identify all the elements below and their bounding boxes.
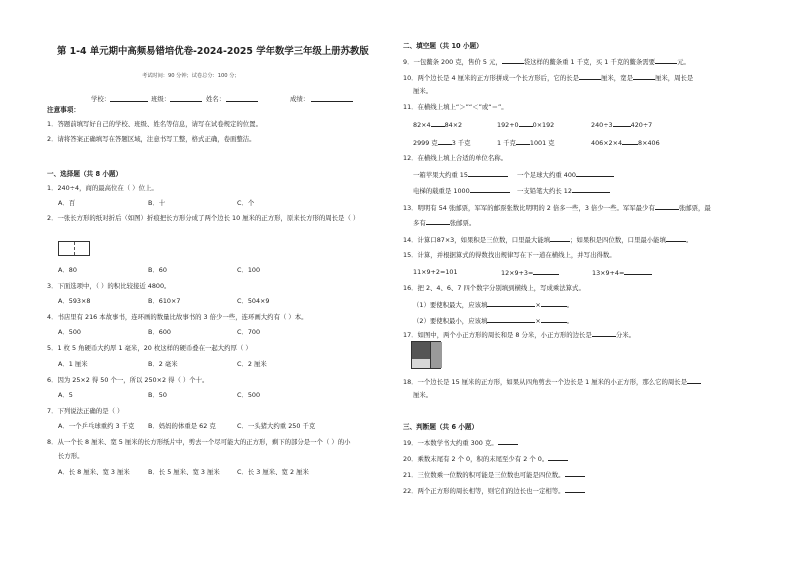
question-20: 20．乘数末尾有 2 个 0，积的末尾至少有 2 个 0。	[403, 454, 568, 463]
q16-blank-4[interactable]	[541, 316, 567, 323]
q9-blank-2[interactable]	[655, 57, 677, 64]
q16-part-1: （1）要使积最大，应该填 × 。	[413, 301, 574, 309]
section-judge-title: 三、判断题（共 6 小题）	[403, 423, 479, 431]
q11-item-6: 406×2×4 8×406	[591, 139, 660, 147]
q11-blank-1[interactable]	[431, 120, 445, 127]
question-4: 4．书店里有 216 本故事书，连环画的数量比故事书的 3 倍少一些，连环画大约有（ ）本。	[47, 313, 308, 321]
q11-blank-2[interactable]	[519, 120, 533, 127]
q3-option-c[interactable]: C．504×9	[237, 297, 270, 305]
q7-option-a[interactable]: A．一个乒乓球重约 3 千克	[58, 422, 135, 430]
q20-blank[interactable]	[548, 454, 568, 461]
q15-blank-2[interactable]	[624, 268, 652, 275]
school-field-label: 学校：	[91, 95, 111, 103]
question-8-cont: 长方形。	[58, 452, 84, 460]
q15-item-1: 11×9+2=101	[413, 268, 458, 276]
q6-option-b[interactable]: B．50	[148, 391, 167, 399]
q5-option-c[interactable]: C．2 厘米	[237, 360, 267, 368]
question-14: 14．计算口87×3，如果积是三位数，口里最大能填 ；如果积是四位数，口里最小能填 。	[403, 236, 693, 244]
question-13-cont: 多有 张邮票。	[413, 219, 476, 227]
q15-item-3: 13×9+4=	[592, 268, 652, 277]
q1-option-b[interactable]: B．十	[148, 199, 166, 207]
question-3: 3．下面选项中，（ ）的积比较接近 4800。	[47, 282, 171, 290]
question-19: 19．一本数学书大约重 300 克。	[403, 438, 518, 447]
school-field-blank[interactable]	[110, 95, 148, 102]
q22-blank[interactable]	[565, 486, 585, 493]
q1-option-c[interactable]: C．个	[237, 199, 255, 207]
q12-item-2: 一个足球大约重 400	[517, 170, 614, 179]
question-8: 8．从一个长 8 厘米、宽 5 厘米的长方形纸片中，剪去一个尽可能大的正方形，剩下的部分是一个（ ）的小	[47, 438, 351, 446]
q12-blank-4[interactable]	[572, 186, 610, 193]
q7-option-b[interactable]: B．妈妈的体重是 62 克	[148, 422, 216, 430]
q14-blank-1[interactable]	[550, 235, 570, 242]
q11-item-1: 82×4 84×2	[413, 121, 463, 129]
q7-option-c[interactable]: C．一头猪大约重 250 千克	[237, 422, 316, 430]
q11-item-4: 2999 克 3 千克	[413, 139, 471, 147]
question-2: 2．一张长方形的纸对折后（如图）折痕把长方形分成了两个边长 10 厘米的正方形，原来长方形的周长是（ ）	[47, 214, 360, 222]
q13-blank-1[interactable]	[655, 203, 679, 210]
question-7: 7．下列说法正确的是（ ）	[47, 407, 124, 415]
q1-option-a[interactable]: A．百	[58, 199, 76, 207]
q15-item-2: 12×9+3=	[501, 268, 559, 277]
q11-item-5: 1 千克 1001 克	[497, 139, 555, 147]
question-11: 11．在横线上填上“＞”“＜”或“＝”。	[403, 103, 508, 111]
notes-title: 注意事项：	[47, 106, 80, 114]
q16-blank-2[interactable]	[541, 300, 567, 307]
section-choice-title: 一、选择题（共 8 小题）	[47, 170, 123, 178]
q11-blank-5[interactable]	[516, 138, 530, 145]
question-18: 18．一个边长是 15 厘米的正方形，如果从四角剪去一个边长是 1 厘米的小正方形，那么它的周长是	[403, 377, 701, 386]
q12-blank-1[interactable]	[468, 170, 508, 177]
q6-option-a[interactable]: A．5	[58, 391, 73, 399]
q18-blank[interactable]	[687, 377, 701, 384]
q12-blank-3[interactable]	[470, 186, 510, 193]
note-2: 2．请将答案正确填写在答题区域，注意书写工整，格式正确，卷面整洁。	[47, 135, 256, 143]
name-field-blank[interactable]	[226, 95, 258, 102]
q8-option-b[interactable]: B．长 5 厘米、宽 3 厘米	[148, 468, 220, 476]
q4-option-c[interactable]: C．700	[237, 328, 261, 336]
name-field-label: 姓名：	[206, 95, 226, 103]
q8-option-c[interactable]: C．长 3 厘米、宽 2 厘米	[237, 468, 309, 476]
q9-blank-1[interactable]	[502, 57, 524, 64]
q2-option-b[interactable]: B．60	[148, 266, 167, 274]
score-field-label: 成绩：	[290, 95, 310, 103]
q12-item-3: 电梯的载重是 1000	[413, 186, 510, 195]
section-fill-title: 二、填空题（共 10 小题）	[403, 42, 483, 50]
question-21: 21．三位数乘一位数的积可能是三位数也可能是四位数。	[403, 470, 585, 479]
q16-part-2: （2）要使积最小，应该填 × 。	[413, 317, 574, 325]
question-9: 9．一包鳖条 200 克，售价 5 元， 袋这样的鳖条重 1 千克，买 1 千克的鳖条需要 元。	[403, 58, 690, 66]
class-field-blank[interactable]	[170, 95, 202, 102]
q11-blank-4[interactable]	[438, 138, 452, 145]
exam-info: 考试时间：90 分钟；试卷总分：100 分；	[142, 73, 240, 79]
q14-blank-2[interactable]	[666, 235, 686, 242]
q15-blank-1[interactable]	[533, 268, 559, 275]
q10-blank-1[interactable]	[579, 73, 601, 80]
question-12: 12．在横线上填上合适的单位名称。	[403, 154, 507, 162]
question-16: 16．把 2、4、6、7 四个数字分别填到横线上，写成乘法算式。	[403, 284, 585, 292]
q12-item-4: 一支铅笔大约长 12	[517, 186, 610, 195]
question-13: 13．明明有 54 张邮票，军军的邮票张数比明明的 2 倍多一些，3 倍少一些。军军最少有 张邮票，最	[403, 204, 711, 212]
q5-option-b[interactable]: B．2 毫米	[148, 360, 178, 368]
question-15: 15．计算，并根据算式的得数找出规律写在下一道在横线上，并写出得数。	[403, 251, 616, 259]
q11-blank-6[interactable]	[622, 138, 638, 145]
question-17: 17．如图中，两个小正方形的周长和是 8 分米，小正方形的边长是 分米。	[403, 331, 635, 339]
q5-option-a[interactable]: A．1 厘米	[58, 360, 88, 368]
q16-blank-1[interactable]	[487, 300, 535, 307]
exam-page-right	[397, 0, 794, 562]
q3-option-a[interactable]: A．593×8	[58, 297, 91, 305]
class-field-label: 班级：	[151, 95, 171, 103]
question-5: 5．1 枚 5 角硬币大约厚 1 毫米，20 枚这样的硬币叠在一起大约厚（ ）	[47, 344, 252, 352]
q2-option-a[interactable]: A．80	[58, 266, 77, 274]
question-22: 22．两个正方形的周长相等，则它们的边长也一定相等。	[403, 486, 585, 495]
q6-option-c[interactable]: C．500	[237, 391, 261, 399]
q21-blank[interactable]	[565, 470, 585, 477]
q16-blank-3[interactable]	[487, 316, 535, 323]
q8-option-a[interactable]: A．长 8 厘米、宽 3 厘米	[58, 468, 130, 476]
note-1: 1．答题前填写好自己的学校、班级、姓名等信息，请写在试卷规定的位置。	[47, 120, 262, 128]
q4-option-a[interactable]: A．500	[58, 328, 81, 336]
q11-item-2: 192+0 0×192	[497, 121, 555, 129]
q13-blank-2[interactable]	[426, 218, 450, 225]
q10-blank-2[interactable]	[633, 73, 655, 80]
q3-option-b[interactable]: B．610×7	[148, 297, 181, 305]
q11-blank-3[interactable]	[613, 120, 631, 127]
exam-title: 第 1-4 单元期中高频易错培优卷-2024-2025 学年数学三年级上册苏教版	[57, 46, 369, 57]
question-18-cont: 厘米。	[413, 391, 433, 399]
q12-item-1: 一箱苹果大约重 15	[413, 170, 508, 179]
folded-rectangle-figure	[58, 241, 90, 256]
question-6: 6．因为 25×2 得 50 个一，所以 250×2 得（ ）个十。	[47, 376, 209, 384]
q17-blank[interactable]	[592, 330, 616, 337]
question-10-cont: 厘米。	[413, 87, 433, 95]
two-squares-figure	[411, 341, 441, 369]
q12-blank-2[interactable]	[576, 170, 614, 177]
q2-option-c[interactable]: C．100	[237, 266, 261, 274]
score-field-blank[interactable]	[311, 95, 353, 102]
question-1: 1．240÷4，商的最高位在（ ）位上。	[47, 184, 158, 192]
question-10: 10．两个边长是 4 厘米的正方形拼成一个长方形后，它的长是 厘米，宽是 厘米，周长是	[403, 74, 694, 82]
q11-item-3: 240÷3 420÷7	[591, 121, 653, 129]
q4-option-b[interactable]: B．600	[148, 328, 171, 336]
q19-blank[interactable]	[498, 438, 518, 445]
